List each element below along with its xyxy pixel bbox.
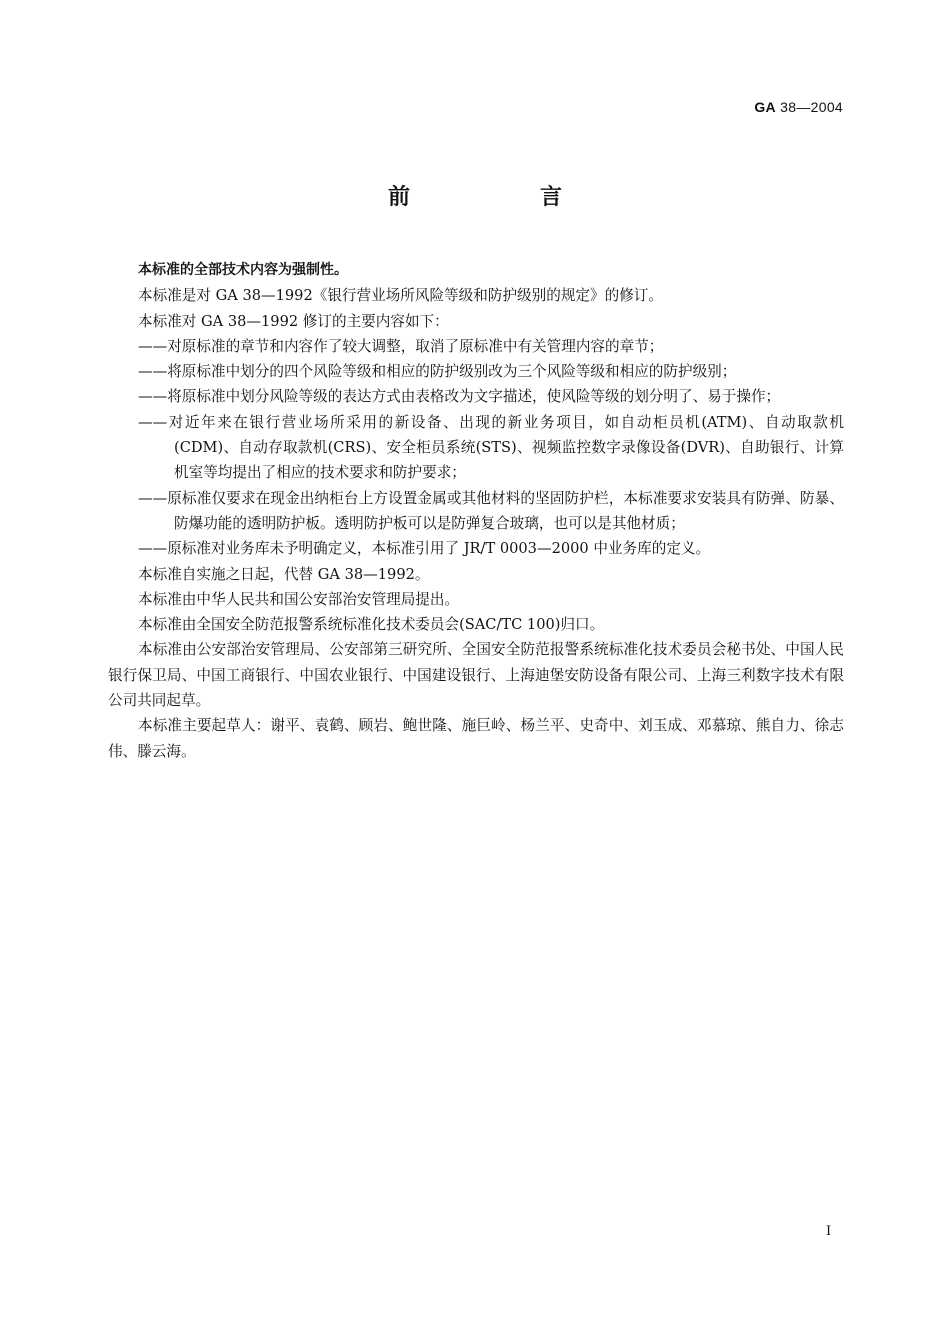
drafting-units: 本标准由公安部治安管理局、公安部第三研究所、全国安全防范报警系统标准化技术委员会秘书处、中国人民银行保卫局、中国工商银行、中国农业银行、中国建设银行、上海迪堡安防设备有限公司、上海三利数字技术有限公司共同起草。 [108,641,844,710]
foreword-body [108,258,844,764]
change-item: ——对原标准的章节和内容作了较大调整，取消了原标准中有关管理内容的章节； [138,337,664,355]
change-item: ——原标准对业务库未予明确定义，本标准引用了 JR/T 0003—2000 中业务库的定义。 [138,540,711,558]
change-item: ——原标准仅要求在现金出纳柜台上方设置金属或其他材料的坚固防护栏，本标准要求安装具有防弹、防暴、防爆功能的透明防护板。透明防护板可以是防弹复合玻璃，也可以是其他材质； [138,489,844,532]
change-item: ——对近年来在银行营业场所采用的新设备、出现的新业务项目，如自动柜员机(ATM)、自动取款机(CDM)、自动存取款机(CRS)、安全柜员系统(STS)、视频监控数字录像设备(DVR)、自助银行、计算机室等均提出了相应的技术要求和防护要求； [138,413,844,482]
change-item: ——将原标准中划分的四个风险等级和相应的防护级别改为三个风险等级和相应的防护级别； [138,363,737,381]
standard-code [754,99,843,115]
revision-statement: 本标准是对 GA 38—1992《银行营业场所风险等级和防护级别的规定》的修订。 [138,287,663,305]
page-number: I [826,1224,832,1239]
page-title: 前 言 [387,185,616,210]
standard-code-prefix: GA [754,99,776,115]
replacement-statement: 本标准自实施之日起，代替 GA 38—1992。 [138,565,430,583]
change-item: ——将原标准中划分风险等级的表达方式由表格改为文字描述，使风险等级的划分明了、易于操作； [138,388,781,406]
proposer-statement: 本标准由中华人民共和国公安部治安管理局提出。 [138,590,460,608]
centralized-statement: 本标准由全国安全防范报警系统标准化技术委员会(SAC/TC 100)归口。 [138,616,605,634]
standard-code-number: 38—2004 [780,99,843,115]
changes-intro: 本标准对 GA 38—1992 修订的主要内容如下： [138,312,449,330]
drafters: 本标准主要起草人：谢平、袁鹤、顾岩、鲍世隆、施巨岭、杨兰平、史奇中、刘玉成、邓慕琼、熊自力、徐志伟、滕云海。 [108,717,844,760]
mandatory-statement: 本标准的全部技术内容为强制性。 [138,262,348,278]
